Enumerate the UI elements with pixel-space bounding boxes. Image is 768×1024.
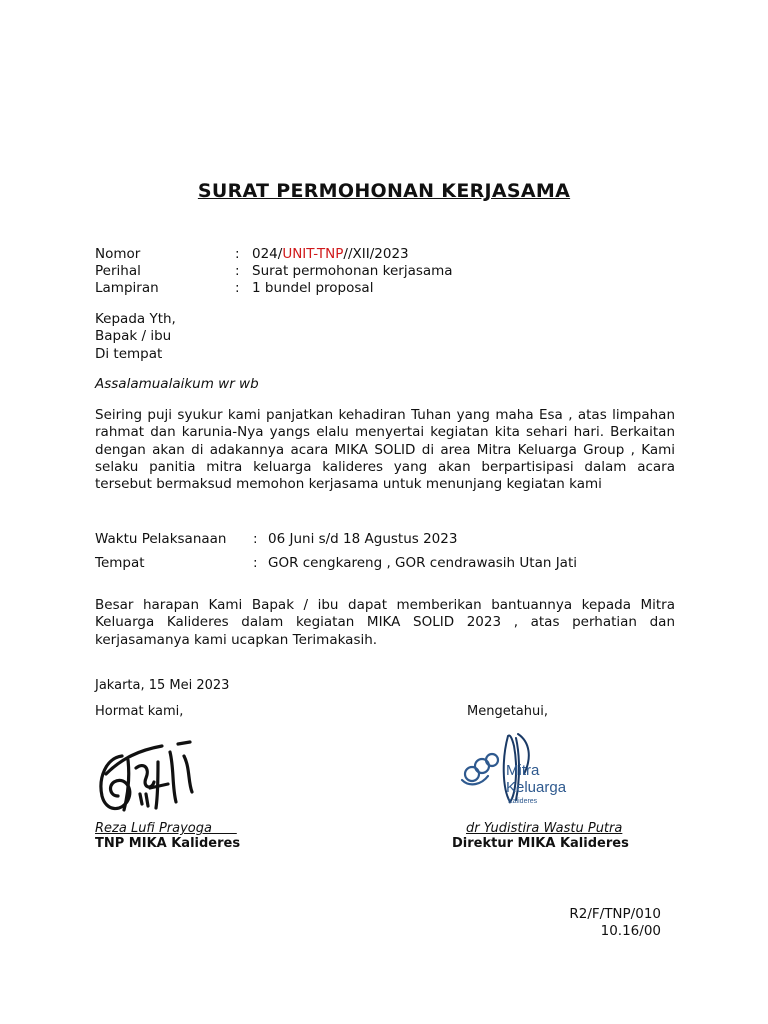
- meta-row-lampiran: [95, 280, 453, 297]
- signature-left-image: [92, 738, 204, 820]
- tempat-value: GOR cengkareng , GOR cendrawasih Utan Jati: [268, 555, 577, 571]
- perihal-colon: :: [235, 263, 240, 279]
- left-name-text: Reza Lufi Prayoga: [95, 821, 212, 836]
- document-code-line1: R2/F/TNP/010: [569, 906, 661, 922]
- logo-text-line1: Mitra: [506, 762, 540, 779]
- regards-label: Hormat kami,: [95, 704, 184, 719]
- mitra-keluarga-logo-image: [458, 728, 590, 810]
- lampiran-value: 1 bundel proposal: [252, 280, 374, 296]
- waktu-colon: :: [253, 531, 258, 547]
- letter-meta: [95, 246, 453, 297]
- logo-text-line2: Keluarga: [506, 779, 567, 796]
- detail-tempat: [95, 555, 577, 571]
- addressee-line2: Bapak / ibu: [95, 328, 172, 345]
- meta-row-perihal: [95, 263, 453, 280]
- right-signatory-title: Direktur MIKA Kalideres: [452, 836, 629, 851]
- addressee-block: [95, 311, 176, 363]
- addressee-line1: Kepada Yth,: [95, 311, 176, 327]
- signatory-left: [95, 821, 240, 851]
- left-signatory-name: [95, 821, 240, 836]
- nomor-value-unit: UNIT-TNP: [282, 246, 344, 262]
- nomor-colon: :: [235, 246, 240, 262]
- logo-text-line3: Kalideres: [508, 798, 538, 805]
- detail-waktu: [95, 531, 457, 547]
- waktu-label: Waktu Pelaksanaan: [95, 531, 227, 547]
- lampiran-label: Lampiran: [95, 280, 159, 296]
- tempat-label: Tempat: [95, 555, 145, 571]
- document-code-line2: 10.16/00: [600, 923, 661, 939]
- nomor-value-part1: 024/: [252, 246, 283, 262]
- lampiran-colon: :: [235, 280, 240, 296]
- signatory-right: [452, 821, 629, 851]
- left-signatory-title: TNP MIKA Kalideres: [95, 836, 241, 851]
- nomor-label: Nomor: [95, 246, 141, 262]
- greeting: Assalamualaikum wr wb: [95, 376, 259, 392]
- perihal-value: Surat permohonan kerjasama: [252, 263, 453, 279]
- paragraph-closing: Besar harapan Kami Bapak / ibu dapat memberikan bantuannya kepada Mitra Keluarga Kalideres dalam kegiatan MIKA SOLID 2023 , atas perhatian dan kerjasamanya kami ucapkan Terimakasih.: [95, 597, 675, 648]
- perihal-label: Perihal: [95, 263, 141, 279]
- paragraph-intro: Seiring puji syukur kami panjatkan kehadiran Tuhan yang maha Esa , atas limpahan rahmat dan karunia-Nya yangs elalu menyertai kegiatan kita sehari hari. Berkaitan dengan akan di adakannya acara MIKA SOLID di area Mitra Keluarga Group , Kami selaku panitia mitra keluarga kalideres yang akan berpartisipasi dalam acara tersebut bermaksud memohon kerjasama untuk menunjang kegiatan kami: [95, 407, 675, 493]
- right-signatory-name: dr Yudistira Wastu Putra: [466, 821, 623, 836]
- place-date: Jakarta, 15 Mei 2023: [95, 678, 230, 693]
- document-code: [569, 906, 661, 940]
- waktu-value: 06 Juni s/d 18 Agustus 2023: [268, 531, 458, 547]
- acknowledged-label: Mengetahui,: [467, 704, 548, 719]
- nomor-value: [252, 246, 409, 263]
- nomor-value-part2: //XII/2023: [343, 246, 409, 262]
- meta-row-nomor: [95, 246, 453, 263]
- addressee-line3: Di tempat: [95, 345, 163, 362]
- tempat-colon: :: [253, 555, 258, 571]
- letter-title: SURAT PERMOHONAN KERJASAMA: [197, 180, 571, 202]
